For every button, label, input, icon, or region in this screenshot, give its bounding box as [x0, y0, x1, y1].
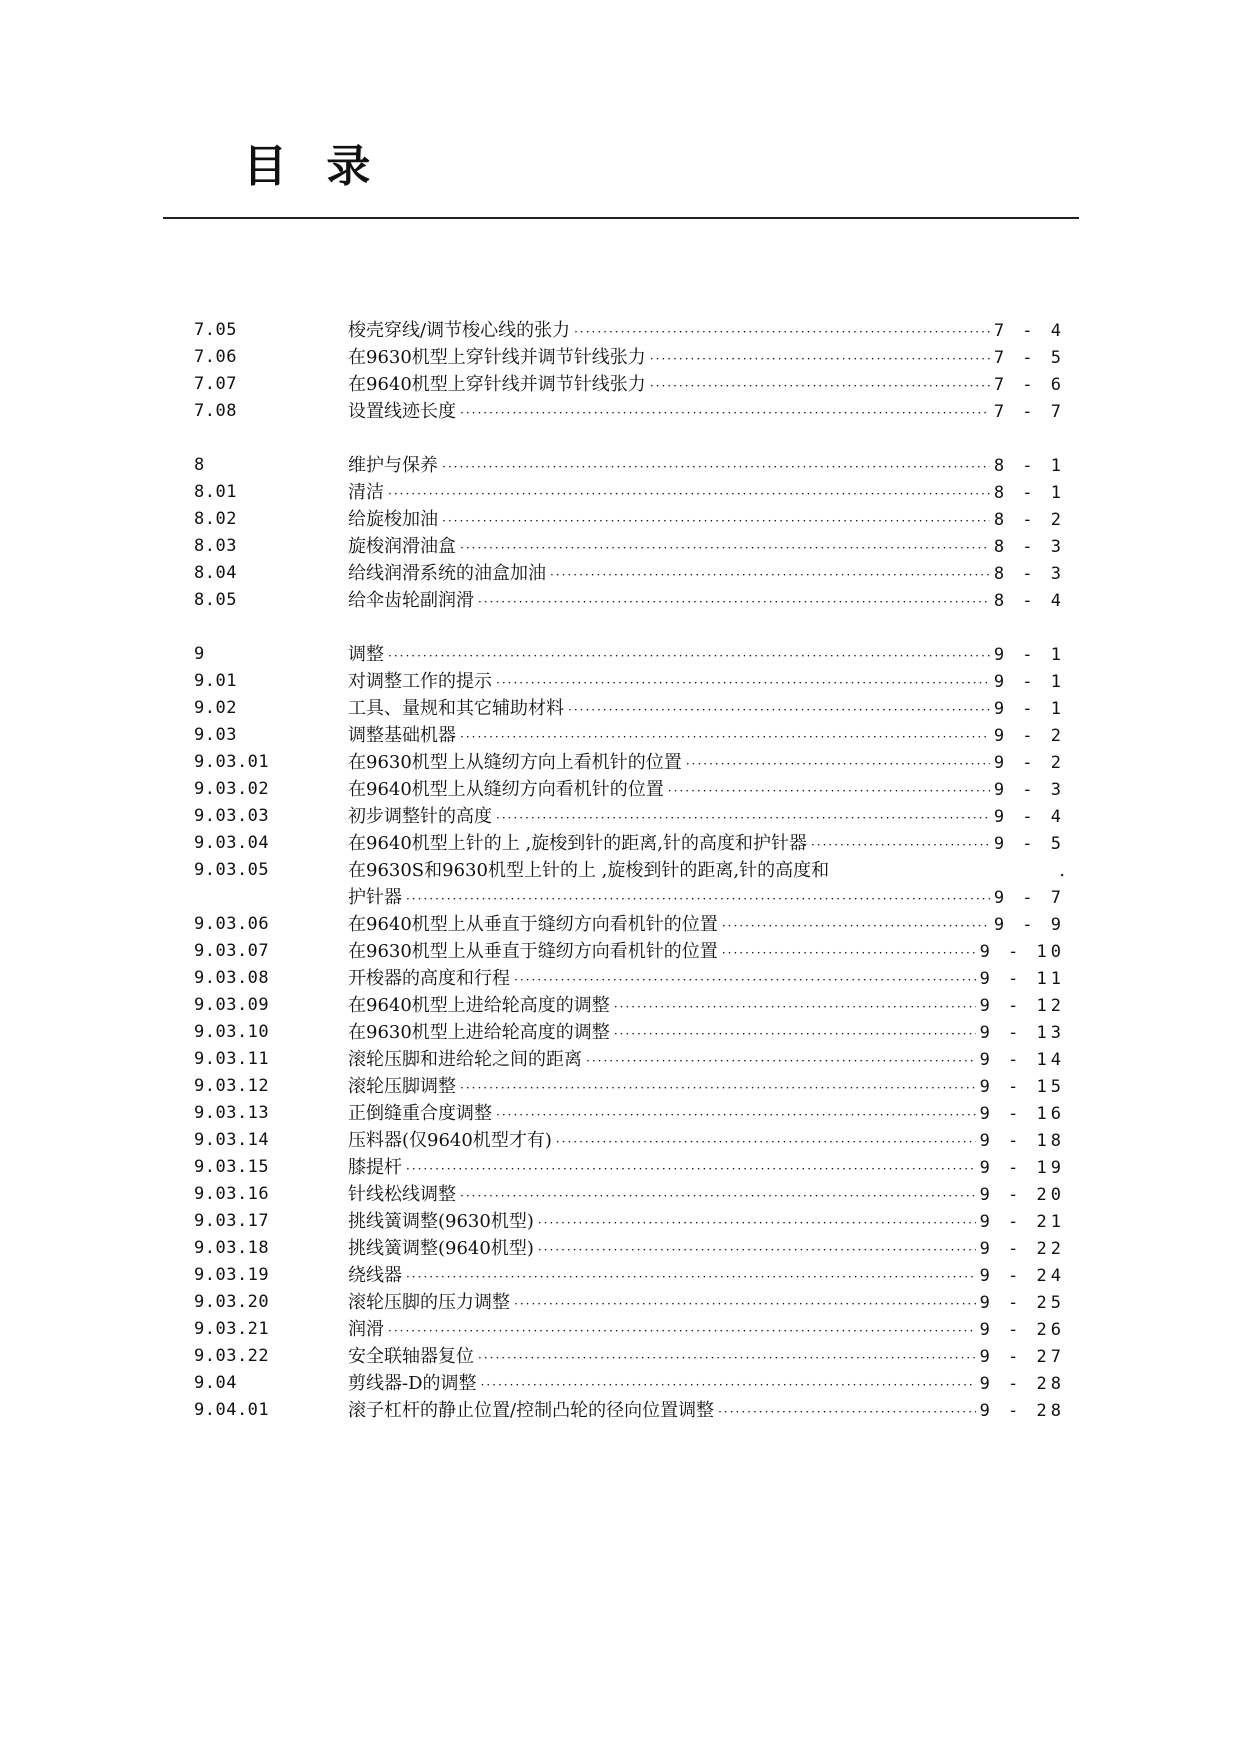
toc-entry[interactable] — [0, 587, 1241, 614]
dot-leader — [722, 940, 976, 967]
toc-entry-page: 9 - 26 — [979, 1320, 1065, 1340]
toc-entry-title: 绕线器 — [348, 1265, 402, 1286]
toc-entry-title: 在9640机型上穿针线并调节针线张力 — [348, 374, 646, 395]
toc-entry[interactable] — [0, 1289, 1241, 1316]
toc-entry-page: 9 - 11 — [979, 969, 1065, 989]
toc-entry-page: 9 - 25 — [979, 1293, 1065, 1313]
toc-entry[interactable] — [0, 1154, 1241, 1181]
toc-entry[interactable] — [0, 695, 1241, 722]
toc-entry-number: 7.06 — [194, 347, 237, 367]
toc-entry[interactable] — [0, 479, 1241, 506]
toc-entry-page: 9 - 22 — [979, 1239, 1065, 1259]
toc-entry-title: 在9630机型上从缝纫方向上看机针的位置 — [348, 752, 682, 773]
toc-entry-page: 9 - 18 — [979, 1131, 1065, 1151]
toc-entry[interactable] — [0, 344, 1241, 371]
dot-leader — [478, 1345, 976, 1372]
page-title: 目 录 — [243, 141, 383, 192]
toc-entry-title: 润滑 — [348, 1319, 384, 1340]
dot-leader — [574, 319, 990, 346]
dot-leader — [586, 1048, 976, 1075]
toc-entry-title: 挑线簧调整(9630机型) — [348, 1211, 534, 1232]
toc-entry[interactable] — [0, 965, 1241, 992]
dot-leader — [686, 751, 990, 778]
dot-leader — [614, 1021, 976, 1048]
toc-entry-number: 8.04 — [194, 563, 237, 583]
dot-leader — [388, 643, 990, 670]
toc-entry-line — [348, 857, 1065, 884]
dot-leader — [668, 778, 990, 805]
toc-entry-title: 在9630机型上从垂直于缝纫方向看机针的位置 — [348, 941, 718, 962]
toc-entry-title: 对调整工作的提示 — [348, 671, 492, 692]
toc-entry-number: 9.03.11 — [194, 1049, 270, 1069]
toc-entry-number: 9.03.18 — [194, 1238, 270, 1258]
toc-entry-number: 7.05 — [194, 320, 237, 340]
dot-leader — [406, 1264, 976, 1291]
toc-entry[interactable] — [0, 560, 1241, 587]
toc-entry[interactable] — [0, 1181, 1241, 1208]
dot-leader — [496, 805, 990, 832]
toc-entry-page: 9 - 7 — [993, 888, 1065, 908]
toc-entry-title: 调整基础机器 — [348, 725, 456, 746]
toc-entry-page: 8 - 3 — [993, 537, 1065, 557]
toc-entry-page: 9 - 20 — [979, 1185, 1065, 1205]
toc-entry-page: 8 - 1 — [993, 483, 1065, 503]
dot-leader — [718, 1399, 976, 1426]
toc-entry-number: 8.03 — [194, 536, 237, 556]
toc-entry-number: 9.03.13 — [194, 1103, 270, 1123]
toc-entry[interactable] — [0, 857, 1241, 884]
dot-leader — [388, 481, 990, 508]
toc-entry[interactable] — [0, 1046, 1241, 1073]
dot-leader — [406, 886, 990, 913]
toc-entry-page: 9 - 12 — [979, 996, 1065, 1016]
toc-entry[interactable] — [0, 1316, 1241, 1343]
toc-entry-title: 在9640机型上针的上 ,旋梭到针的距离,针的高度和护针器 — [348, 833, 807, 854]
toc-entry-number: 9 — [194, 644, 205, 664]
toc-entry[interactable] — [0, 1262, 1241, 1289]
toc-entry-number: 9.02 — [194, 698, 237, 718]
toc-entry[interactable] — [0, 371, 1241, 398]
toc-entry-number: 9.03.01 — [194, 752, 270, 772]
dot-leader — [481, 1372, 976, 1399]
toc-entry-number: 9.03.21 — [194, 1319, 270, 1339]
toc-entry-page: 9 - 15 — [979, 1077, 1065, 1097]
toc-entry-page: 9 - 14 — [979, 1050, 1065, 1070]
toc-entry-number: 9.04.01 — [194, 1400, 270, 1420]
toc-entry-page: 9 - 19 — [979, 1158, 1065, 1178]
title-divider — [163, 217, 1079, 219]
dot-leader — [442, 508, 990, 535]
toc-entry-title: 开梭器的高度和行程 — [348, 968, 510, 989]
toc-entry-title: 旋梭润滑油盒 — [348, 536, 456, 557]
toc-entry[interactable] — [0, 1100, 1241, 1127]
toc-entry-title: 滚轮压脚的压力调整 — [348, 1292, 510, 1313]
toc-entry-number: 9.03.04 — [194, 833, 270, 853]
dot-leader — [722, 913, 990, 940]
dot-leader — [514, 1291, 976, 1318]
toc-entry-number: 9.03.20 — [194, 1292, 270, 1312]
toc-entry[interactable] — [0, 803, 1241, 830]
toc-entry[interactable] — [0, 398, 1241, 425]
dot-leader — [388, 1318, 976, 1345]
toc-entry[interactable] — [0, 830, 1241, 857]
toc-entry-page: 7 - 6 — [993, 375, 1065, 395]
toc-entry-number: 8.01 — [194, 482, 237, 502]
toc-entry-page: 7 - 4 — [993, 321, 1065, 341]
toc-entry[interactable] — [0, 317, 1241, 344]
toc-entry-number: 8 — [194, 455, 205, 475]
toc-entry-number: 9.03.03 — [194, 806, 270, 826]
toc-entry-page: 9 - 2 — [993, 726, 1065, 746]
toc-entry-page: 8 - 4 — [993, 591, 1065, 611]
toc-entry-number: 9.03.02 — [194, 779, 270, 799]
toc-entry-title: 针线松线调整 — [348, 1184, 456, 1205]
toc-entry[interactable] — [0, 722, 1241, 749]
toc-entry-number: 9.03.19 — [194, 1265, 270, 1285]
toc-entry-number: 9.03.05 — [194, 860, 270, 880]
toc-entry-number: 9.03.06 — [194, 914, 270, 934]
dot-leader — [496, 1102, 976, 1129]
toc-entry-number: 9.03.10 — [194, 1022, 270, 1042]
toc-entry-number: 9.03.16 — [194, 1184, 270, 1204]
toc-entry-page: 9 - 28 — [979, 1374, 1065, 1394]
toc-entry-page: 8 - 1 — [993, 456, 1065, 476]
dot-leader — [568, 697, 990, 724]
toc-entry-number: 7.08 — [194, 401, 237, 421]
dot-leader — [496, 670, 990, 697]
toc-entry-page: 7 - 7 — [993, 402, 1065, 422]
toc-entry[interactable] — [0, 668, 1241, 695]
toc-entry-page: 9 - 21 — [979, 1212, 1065, 1232]
dot-leader — [460, 400, 990, 427]
toc-entry-title: 给伞齿轮副润滑 — [348, 590, 474, 611]
toc-entry-number: 9.03.09 — [194, 995, 270, 1015]
dot-leader — [550, 562, 990, 589]
dot-leader — [460, 535, 990, 562]
toc-entry-title-continued: 护针器 — [348, 887, 402, 908]
toc-entry-number: 9.03.12 — [194, 1076, 270, 1096]
toc-entry[interactable] — [0, 1397, 1241, 1424]
toc-entry[interactable] — [0, 452, 1241, 479]
toc-entry[interactable] — [0, 776, 1241, 803]
toc-entry-page: 9 - 10 — [979, 942, 1065, 962]
toc-entry[interactable] — [0, 1073, 1241, 1100]
toc-entry[interactable] — [0, 911, 1241, 938]
toc-entry-title: 初步调整针的高度 — [348, 806, 492, 827]
dot-leader — [811, 832, 990, 859]
dot-leader — [614, 994, 976, 1021]
toc-entry-page: 8 - 3 — [993, 564, 1065, 584]
toc-entry[interactable] — [0, 938, 1241, 965]
toc-entry-title: 膝提杆 — [348, 1157, 402, 1178]
toc-entry-title: 在9630机型上进给轮高度的调整 — [348, 1022, 610, 1043]
toc-entry-number: 9.03.17 — [194, 1211, 270, 1231]
toc-entry-page: 9 - 1 — [993, 672, 1065, 692]
toc-entry-page: 9 - 13 — [979, 1023, 1065, 1043]
dot-leader — [538, 1210, 976, 1237]
toc-entry-title: 工具、量规和其它辅助材料 — [348, 698, 564, 719]
leader-dot: . — [1059, 860, 1065, 881]
toc-entry-title: 正倒缝重合度调整 — [348, 1103, 492, 1124]
toc-entry-title: 滚轮压脚和进给轮之间的距离 — [348, 1049, 582, 1070]
toc-entry-title: 滚子杠杆的静止位置/控制凸轮的径向位置调整 — [348, 1400, 715, 1421]
toc-entry-title: 调整 — [348, 644, 384, 665]
toc-entry-number: 9.04 — [194, 1373, 237, 1393]
toc-entry[interactable] — [0, 992, 1241, 1019]
toc-entry-page: 8 - 2 — [993, 510, 1065, 530]
dot-leader — [460, 1075, 976, 1102]
dot-leader — [460, 1183, 976, 1210]
toc-entry-title: 在9630机型上穿针线并调节针线张力 — [348, 347, 646, 368]
toc-entry[interactable] — [0, 1019, 1241, 1046]
toc-entry-title: 挑线簧调整(9640机型) — [348, 1238, 534, 1259]
toc-entry-title: 在9630S和9630机型上针的上 ,旋梭到针的距离,针的高度和 — [348, 860, 830, 881]
toc-entry-page: 9 - 5 — [993, 834, 1065, 854]
toc-entry[interactable] — [0, 1235, 1241, 1262]
toc-entry-page: 9 - 2 — [993, 753, 1065, 773]
toc-entry[interactable] — [0, 749, 1241, 776]
toc-entry-title: 给线润滑系统的油盒加油 — [348, 563, 546, 584]
toc-entry-page: 9 - 4 — [993, 807, 1065, 827]
dot-leader — [650, 373, 990, 400]
dot-leader — [650, 346, 990, 373]
toc-entry-title: 压料器(仅9640机型才有) — [348, 1130, 552, 1151]
toc-entry-page: 9 - 1 — [993, 645, 1065, 665]
toc-entry-title: 在9640机型上进给轮高度的调整 — [348, 995, 610, 1016]
toc-entry-page: 7 - 5 — [993, 348, 1065, 368]
dot-leader — [514, 967, 976, 994]
dot-leader — [538, 1237, 976, 1264]
toc-entry-page: 9 - 9 — [993, 915, 1065, 935]
toc-entry[interactable] — [0, 1127, 1241, 1154]
dot-leader — [406, 1156, 976, 1183]
toc-entry-page: 9 - 3 — [993, 780, 1065, 800]
toc-entry-title: 安全联轴器复位 — [348, 1346, 474, 1367]
toc-entry[interactable] — [0, 641, 1241, 668]
dot-leader — [460, 724, 990, 751]
toc-entry-number: 9.03.22 — [194, 1346, 270, 1366]
toc-entry-title: 清洁 — [348, 482, 384, 503]
toc-entry-number: 7.07 — [194, 374, 237, 394]
toc-entry-title: 在9640机型上从垂直于缝纫方向看机针的位置 — [348, 914, 718, 935]
toc-entry[interactable] — [0, 506, 1241, 533]
toc-entry-number: 8.05 — [194, 590, 237, 610]
dot-leader — [442, 454, 990, 481]
toc-entry-page: 9 - 28 — [979, 1401, 1065, 1421]
toc-entry-continuation[interactable] — [0, 884, 1241, 911]
toc-entry-title: 剪线器-D的调整 — [348, 1373, 477, 1394]
toc-entry-page: 9 - 27 — [979, 1347, 1065, 1367]
toc-entry-number: 9.03.15 — [194, 1157, 270, 1177]
toc-entry[interactable] — [0, 1208, 1241, 1235]
toc-entry-number: 9.03.14 — [194, 1130, 270, 1150]
toc-entry[interactable] — [0, 1343, 1241, 1370]
toc-entry-title: 设置线迹长度 — [348, 401, 456, 422]
toc-entry-number: 9.03 — [194, 725, 237, 745]
toc-entry-title: 维护与保养 — [348, 455, 438, 476]
toc-entry-title: 在9640机型上从缝纫方向看机针的位置 — [348, 779, 664, 800]
dot-leader — [556, 1129, 976, 1156]
toc-entry-number: 9.01 — [194, 671, 237, 691]
toc-entry-number: 8.02 — [194, 509, 237, 529]
toc-entry[interactable] — [0, 533, 1241, 560]
toc-entry-title: 滚轮压脚调整 — [348, 1076, 456, 1097]
toc-entry-number: 9.03.08 — [194, 968, 270, 988]
toc-entry[interactable] — [0, 1370, 1241, 1397]
toc-entry-title: 给旋梭加油 — [348, 509, 438, 530]
toc-entry-page: 9 - 1 — [993, 699, 1065, 719]
toc-entry-page: 9 - 16 — [979, 1104, 1065, 1124]
dot-leader — [478, 589, 990, 616]
toc-entry-number: 9.03.07 — [194, 941, 270, 961]
toc-entry-page: 9 - 24 — [979, 1266, 1065, 1286]
toc-entry-title: 梭壳穿线/调节梭心线的张力 — [348, 320, 571, 341]
